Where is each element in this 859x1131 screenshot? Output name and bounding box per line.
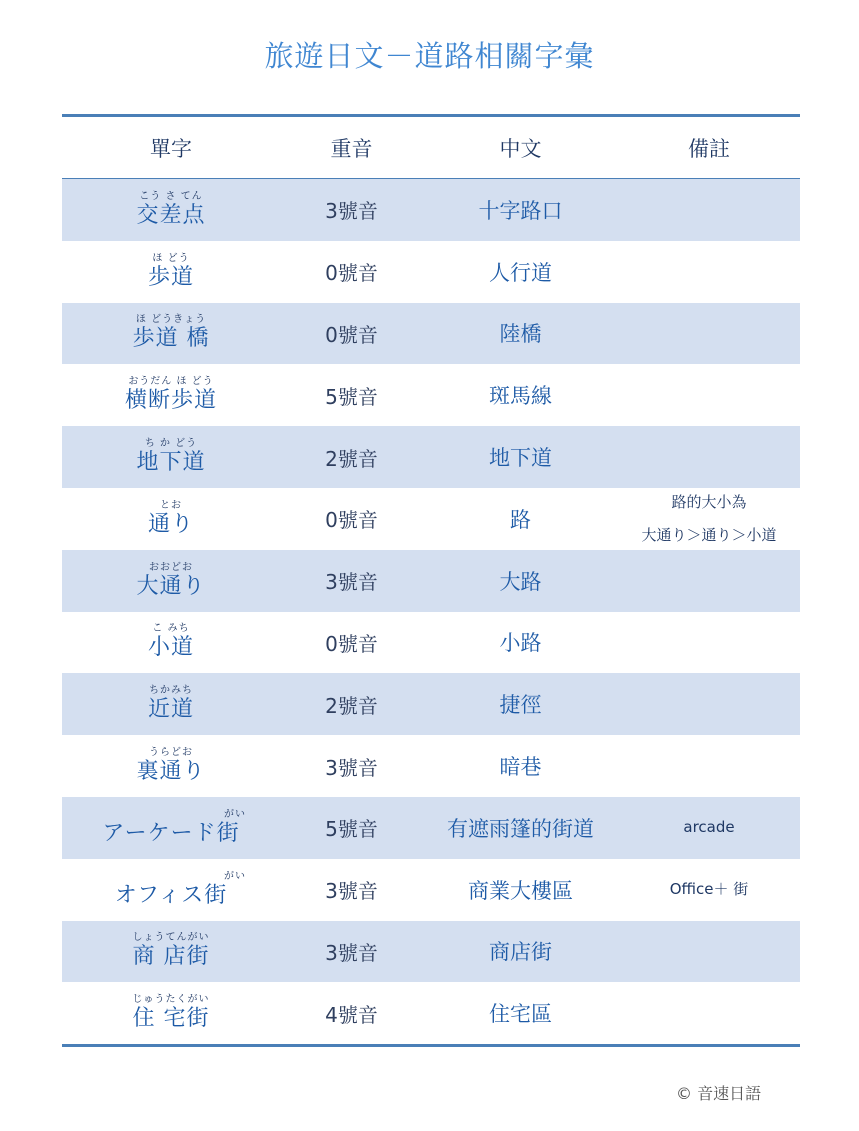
meaning-cell: 住宅區 (489, 1002, 552, 1027)
word-cell (62, 623, 280, 661)
header-chinese: 中文 (499, 136, 542, 161)
copyright: © 音速日語 (676, 1084, 762, 1103)
note-cell: Office＋ 街 (669, 880, 749, 899)
meaning-cell: 大路 (499, 569, 542, 594)
furigana: がい (224, 870, 246, 882)
table-row (62, 550, 800, 612)
word-text: 地下道 (136, 450, 206, 476)
note-line: 路的大小為 (671, 492, 747, 511)
furigana: がい (224, 808, 246, 820)
meaning-cell: 商業大樓區 (468, 878, 573, 903)
word-cell (62, 191, 280, 229)
meaning-cell: 斑馬線 (489, 384, 552, 409)
furigana: ち か どう (144, 438, 198, 450)
accent-cell: 0號音 (325, 261, 378, 286)
word-text: 住 宅街 (132, 1006, 210, 1032)
table-row (62, 797, 800, 859)
word-cell (62, 871, 280, 909)
meaning-cell: 商店街 (489, 940, 552, 965)
accent-cell: 3號音 (325, 879, 378, 904)
meaning-cell: 十字路口 (478, 198, 563, 223)
table-row (62, 673, 800, 735)
meaning-cell: 地下道 (489, 446, 552, 471)
table-row (62, 179, 800, 241)
accent-cell: 2號音 (325, 446, 378, 471)
furigana: うらどお (149, 747, 193, 759)
furigana: とお (160, 499, 182, 511)
word-text: 通り (147, 511, 194, 537)
header-accent: 重音 (330, 136, 373, 161)
table-row (62, 982, 800, 1044)
word-text: 交差点 (136, 202, 206, 228)
note-cell: arcade (683, 818, 735, 837)
furigana: こう さ てん (139, 190, 203, 202)
word-text: 歩道 橋 (132, 326, 210, 352)
word-cell (62, 253, 280, 291)
note-cell (618, 486, 800, 552)
word-text: 歩道 (147, 264, 194, 290)
furigana: おうだん ほ どう (128, 376, 214, 388)
page-title: 旅遊日文－道路相關字彙 (264, 39, 595, 73)
word-cell (62, 994, 280, 1032)
header-note: 備註 (688, 136, 730, 161)
furigana: ほ どう (152, 252, 190, 264)
table-row (62, 303, 800, 365)
accent-cell: 3號音 (325, 940, 378, 965)
table-body (62, 179, 800, 1044)
table-row (62, 241, 800, 303)
word-text: 裏通り (136, 759, 206, 785)
word-text: 近道 (147, 697, 194, 723)
accent-cell: 0號音 (325, 322, 378, 347)
word-cell (62, 932, 280, 970)
word-cell (62, 809, 280, 847)
accent-cell: 2號音 (325, 693, 378, 718)
table-row (62, 364, 800, 426)
meaning-cell: 有遮雨篷的街道 (447, 816, 594, 841)
accent-cell: 5號音 (325, 817, 378, 842)
accent-cell: 3號音 (325, 755, 378, 780)
furigana: しょうてんがい (132, 932, 210, 944)
meaning-cell: 路 (510, 507, 531, 532)
word-text: オフィス街 (114, 882, 228, 908)
word-text: 大通り (136, 573, 206, 599)
table-row (62, 921, 800, 983)
furigana: ちかみち (149, 685, 193, 697)
meaning-cell: 人行道 (489, 260, 552, 285)
table-row (62, 859, 800, 921)
table-bottom-rule (62, 1044, 800, 1047)
word-cell (62, 562, 280, 600)
word-cell (62, 500, 280, 538)
meaning-cell: 陸橋 (499, 322, 542, 347)
table-row (62, 488, 800, 550)
word-text: 小道 (147, 635, 194, 661)
accent-cell: 4號音 (325, 1002, 378, 1027)
accent-cell: 0號音 (325, 508, 378, 533)
word-text: アーケード街 (102, 820, 240, 846)
vocabulary-table (62, 114, 800, 1047)
table-row (62, 735, 800, 797)
accent-cell: 5號音 (325, 384, 378, 409)
meaning-cell: 小路 (499, 631, 542, 656)
table-row (62, 612, 800, 674)
meaning-cell: 暗巷 (499, 755, 542, 780)
accent-cell: 3號音 (325, 199, 378, 224)
furigana: じゅうたくがい (132, 994, 210, 1006)
word-cell (62, 438, 280, 476)
word-cell (62, 376, 280, 414)
note-line: 大通り＞通り＞小道 (641, 525, 777, 544)
header-word: 單字 (150, 136, 192, 161)
meaning-cell: 捷徑 (499, 693, 542, 718)
word-text: 横断歩道 (124, 388, 217, 414)
word-cell (62, 747, 280, 785)
word-cell (62, 685, 280, 723)
accent-cell: 3號音 (325, 570, 378, 595)
furigana: こ みち (152, 623, 190, 635)
table-row (62, 426, 800, 488)
furigana: おおどお (149, 561, 193, 573)
word-cell (62, 314, 280, 352)
table-header (62, 117, 800, 179)
word-text: 商 店街 (132, 944, 210, 970)
accent-cell: 0號音 (325, 631, 378, 656)
furigana: ほ どうきょう (135, 314, 207, 326)
